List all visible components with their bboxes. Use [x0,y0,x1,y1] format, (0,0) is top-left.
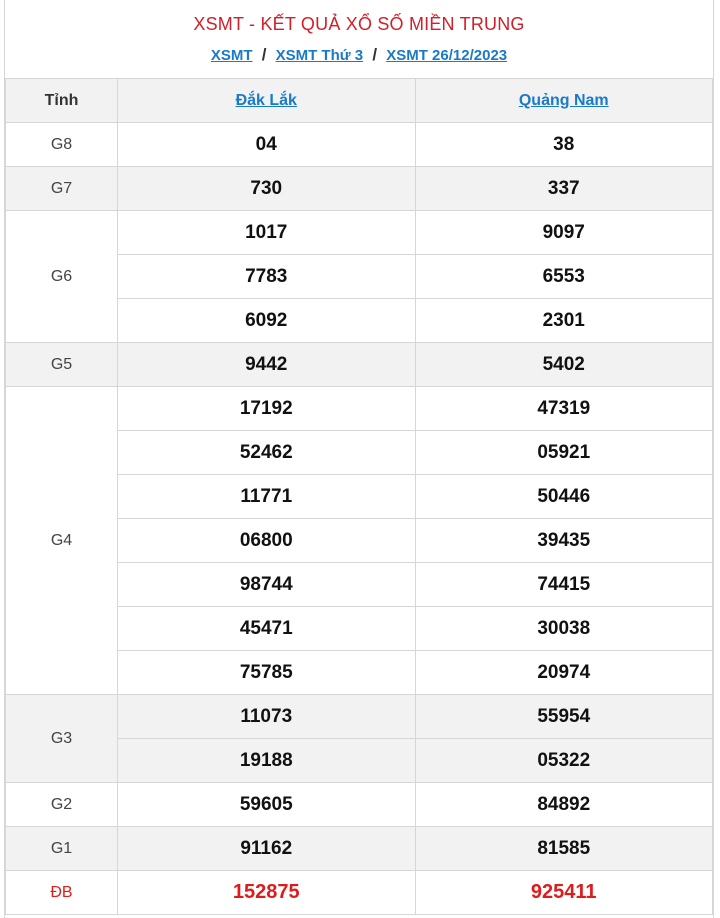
result-number-quang-nam: 05322 [415,739,713,783]
result-number-quang-nam: 05921 [415,431,713,475]
result-number-quang-nam: 5402 [415,343,713,387]
table-row [6,167,713,211]
result-number-quang-nam: 47319 [415,387,713,431]
result-number-dak-lak: 17192 [118,387,416,431]
result-number-dak-lak: 91162 [118,827,416,871]
result-number-dak-lak: 06800 [118,519,416,563]
table-row [6,343,713,387]
table-row [6,695,713,739]
result-number-quang-nam: 81585 [415,827,713,871]
table-row [6,827,713,871]
result-number-dak-lak: 75785 [118,651,416,695]
prize-label: G7 [6,167,118,211]
column-header-dak-lak [118,79,416,123]
prize-label: G4 [6,387,118,695]
result-number-quang-nam: 9097 [415,211,713,255]
province-link-dak-lak[interactable]: Đắk Lắk [235,91,297,109]
table-row [6,871,713,915]
breadcrumb [5,45,713,65]
prize-label: G8 [6,123,118,167]
result-number-dak-lak: 59605 [118,783,416,827]
results-panel [4,0,714,918]
province-link-quang-nam[interactable]: Quảng Nam [518,91,609,109]
column-header-quang-nam [415,79,713,123]
result-number-dak-lak: 04 [118,123,416,167]
prize-label: G1 [6,827,118,871]
result-number-dak-lak: 730 [118,167,416,211]
prize-label: G3 [6,695,118,783]
result-number-quang-nam: 84892 [415,783,713,827]
result-number-quang-nam: 2301 [415,299,713,343]
table-row [6,783,713,827]
result-number-quang-nam: 337 [415,167,713,211]
result-number-quang-nam: 20974 [415,651,713,695]
result-number-dak-lak: 152875 [118,871,416,915]
results-table [5,78,713,915]
table-row [6,123,713,167]
result-number-quang-nam: 50446 [415,475,713,519]
column-header-province: Tỉnh [6,79,118,123]
result-number-quang-nam: 925411 [415,871,713,915]
result-number-quang-nam: 55954 [415,695,713,739]
prize-label: G6 [6,211,118,343]
result-number-dak-lak: 7783 [118,255,416,299]
result-number-dak-lak: 9442 [118,343,416,387]
result-number-dak-lak: 19188 [118,739,416,783]
result-number-dak-lak: 1017 [118,211,416,255]
result-number-quang-nam: 30038 [415,607,713,651]
breadcrumb-separator: / [372,45,378,64]
header [5,0,713,78]
result-number-quang-nam: 38 [415,123,713,167]
result-number-quang-nam: 6553 [415,255,713,299]
breadcrumb-xsmt-thu-3[interactable]: XSMT Thứ 3 [275,47,364,64]
table-header-row [6,79,713,123]
breadcrumb-xsmt[interactable]: XSMT [210,47,253,64]
prize-label: G2 [6,783,118,827]
result-number-dak-lak: 52462 [118,431,416,475]
result-number-quang-nam: 74415 [415,563,713,607]
result-number-quang-nam: 39435 [415,519,713,563]
result-number-dak-lak: 45471 [118,607,416,651]
breadcrumb-xsmt-date[interactable]: XSMT 26/12/2023 [386,47,508,64]
table-row [6,387,713,431]
result-number-dak-lak: 6092 [118,299,416,343]
breadcrumb-separator: / [261,45,267,64]
table-row [6,211,713,255]
result-number-dak-lak: 11771 [118,475,416,519]
result-number-dak-lak: 11073 [118,695,416,739]
prize-label: ĐB [6,871,118,915]
result-number-dak-lak: 98744 [118,563,416,607]
prize-label: G5 [6,343,118,387]
page-title: XSMT - KẾT QUẢ XỔ SỐ MIỀN TRUNG [193,14,525,34]
